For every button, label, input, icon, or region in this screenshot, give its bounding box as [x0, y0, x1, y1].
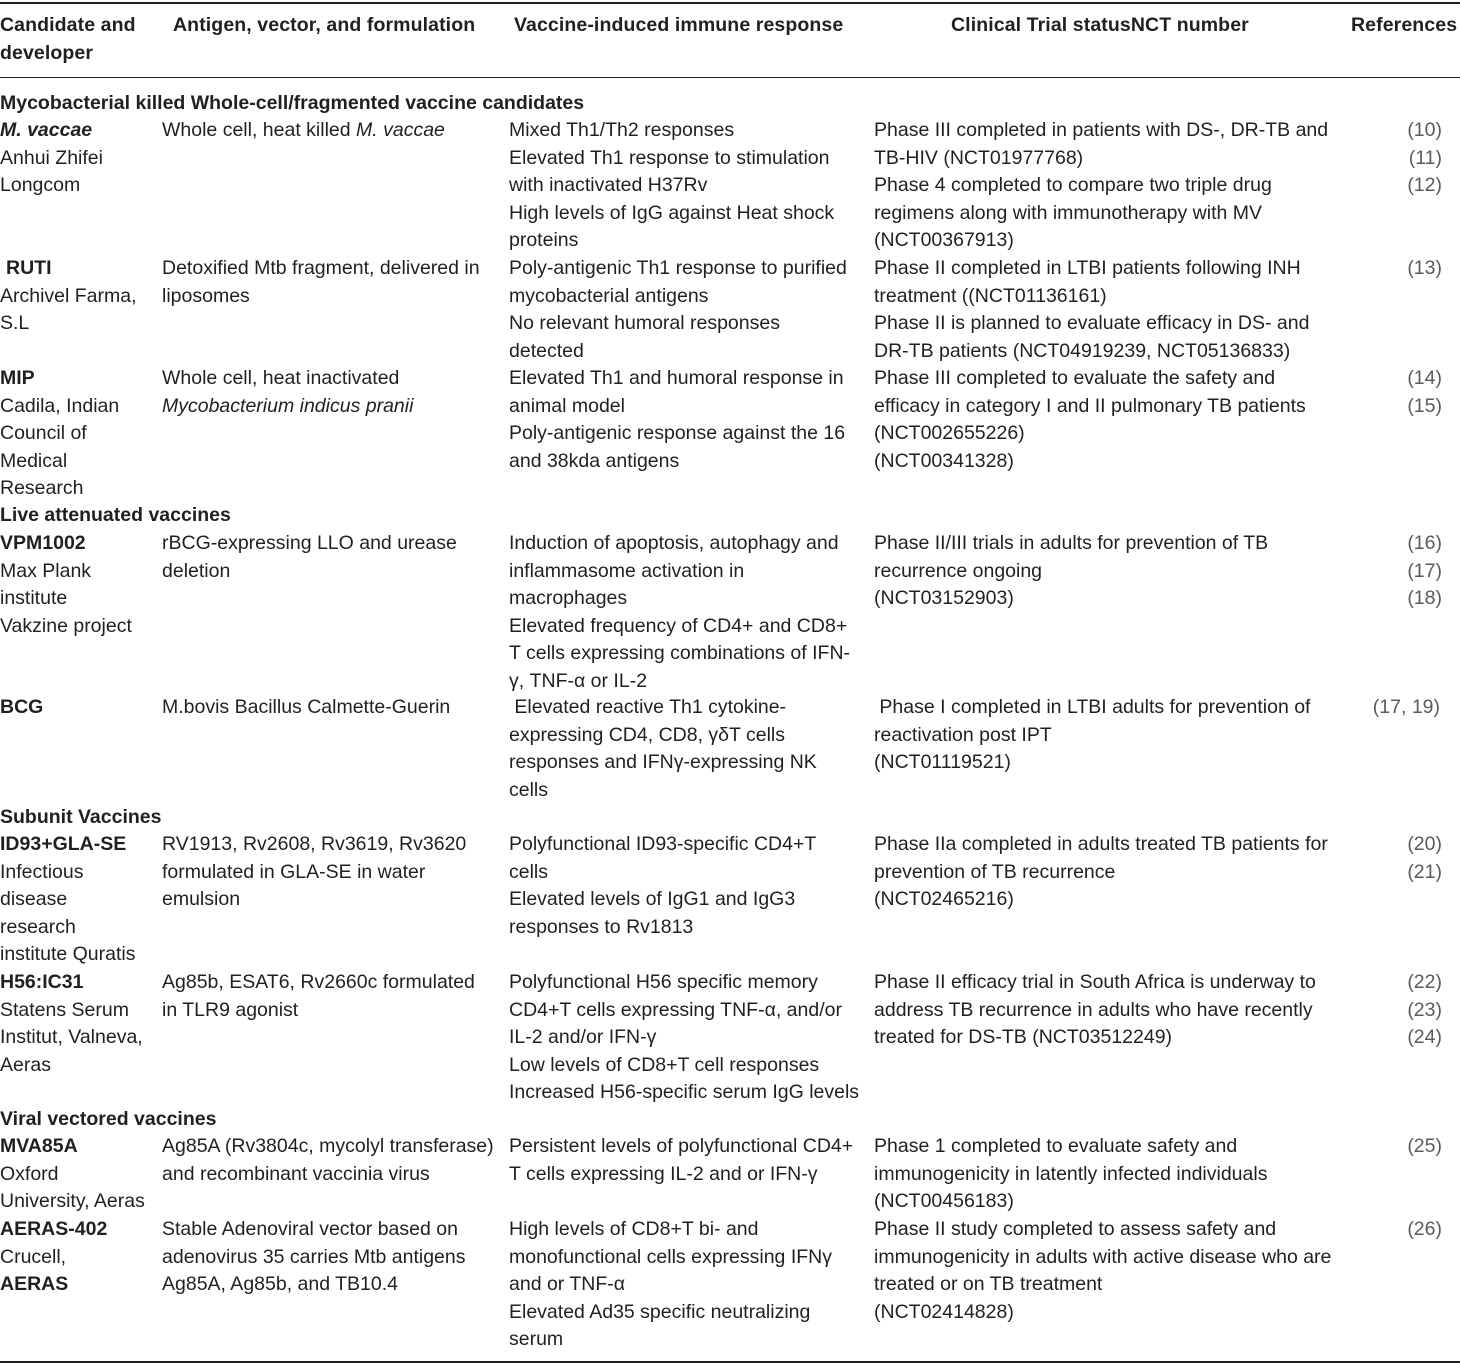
candidate-cell: VPM1002 Max Plank institute Vakzine project — [0, 532, 132, 637]
reference-link[interactable]: (26) — [1407, 1218, 1442, 1240]
references-cell — [1340, 831, 1458, 886]
antigen-cell: Ag85b, ESAT6, Rv2660c formulated in TLR9 agonist — [162, 971, 475, 1021]
antigen-cell: RV1913, Rv2608, Rv3619, Rv3620 formulated in GLA-SE in water emulsion — [162, 833, 467, 910]
reference-link[interactable]: (20) — [1407, 833, 1442, 855]
antigen-cell: Whole cell, heat killed M. vaccae — [162, 119, 445, 141]
references-cell — [1340, 255, 1458, 283]
candidate-cell: ID93+GLA-SE Infectious disease research institute Quratis — [0, 833, 136, 965]
response-cell: Elevated reactive Th1 cytokine- expressing CD4, CD8, γδT cells responses and IFNγ-expressing NK cells — [509, 696, 817, 801]
antigen-cell: Ag85A (Rv3804c, mycolyl transferase) and recombinant vaccinia virus — [162, 1135, 494, 1185]
references-cell — [1340, 969, 1458, 1052]
header-references: References — [1351, 14, 1458, 36]
reference-link[interactable]: (21) — [1407, 860, 1442, 883]
response-cell: Elevated Th1 and humoral response in animal model Poly-antigenic response against the 16 and 38kda antigens — [509, 367, 846, 472]
trial-cell: Phase III completed in patients with DS-, DR-TB and TB-HIV (NCT01977768) Phase 4 completed to compare two triple drug regimens along with immunotherapy with MV (NCT00367913) — [874, 119, 1329, 251]
candidate-cell: RUTI Archivel Farma, S.L — [0, 257, 137, 334]
response-cell: High levels of CD8+T bi- and monofunctional cells expressing IFNγ and or TNF-α Elevated Ad35 specific neutralizing serum — [509, 1218, 832, 1350]
references-cell — [1340, 365, 1458, 420]
references-cell — [1340, 1133, 1458, 1161]
section-heading: Subunit Vaccines — [0, 806, 162, 828]
reference-link[interactable]: (16) — [1407, 532, 1442, 554]
section-heading: Live attenuated vaccines — [0, 504, 231, 526]
reference-link[interactable]: (17) — [1407, 559, 1442, 582]
candidate-cell: BCG — [0, 696, 44, 718]
trial-cell: Phase 1 completed to evaluate safety and immunogenicity in latently infected individuals (NCT00456183) — [874, 1135, 1268, 1212]
response-cell: Poly-antigenic Th1 response to purified mycobacterial antigens No relevant humoral responses detected — [509, 257, 847, 362]
reference-link[interactable]: (10) — [1407, 119, 1442, 141]
antigen-cell: rBCG-expressing LLO and urease deletion — [162, 532, 457, 582]
candidate-cell: AERAS-402 Crucell, AERAS — [0, 1218, 108, 1295]
header-immune-response: Vaccine-induced immune response — [514, 14, 844, 36]
table-top-rule — [0, 2, 1460, 4]
trial-cell: Phase II/III trials in adults for prevention of TB recurrence ongoing (NCT03152903) — [874, 532, 1269, 609]
candidate-cell: M. vaccae Anhui Zhifei Longcom — [0, 119, 103, 196]
section-heading: Viral vectored vaccines — [0, 1108, 217, 1130]
response-cell: Persistent levels of polyfunctional CD4+ T cells expressing IL-2 and or IFN-γ — [509, 1135, 854, 1185]
header-antigen: Antigen, vector, and formulation — [173, 14, 476, 36]
header-clinical-trial: Clinical Trial statusNCT number — [951, 14, 1249, 36]
reference-link[interactable]: (14) — [1407, 367, 1442, 389]
reference-link[interactable]: (24) — [1407, 1026, 1442, 1048]
trial-cell: Phase II efficacy trial in South Africa is underway to address TB recurrence in adults who have recently treated for DS-TB (NCT03512249) — [874, 971, 1316, 1048]
references-cell — [1340, 117, 1458, 200]
antigen-cell: Stable Adenoviral vector based on adenovirus 35 carries Mtb antigens Ag85A, Ag85b, and TB10.4 — [162, 1218, 466, 1295]
reference-link[interactable]: (23) — [1407, 998, 1442, 1021]
header-candidate: Candidate and developer — [0, 14, 136, 64]
response-cell: Mixed Th1/Th2 responses Elevated Th1 response to stimulation with inactivated H37Rv High levels of IgG against Heat shock proteins — [509, 119, 835, 251]
reference-link[interactable]: (18) — [1407, 587, 1442, 609]
section-heading: Mycobacterial killed Whole-cell/fragmented vaccine candidates — [0, 92, 585, 114]
trial-cell: Phase II study completed to assess safety and immunogenicity in adults with active disease who are treated or on TB treatment (NCT02414828) — [874, 1218, 1332, 1323]
antigen-cell: Whole cell, heat inactivated Mycobacterium indicus pranii — [162, 367, 414, 417]
trial-cell: Phase IIa completed in adults treated TB patients for prevention of TB recurrence (NCT02465216) — [874, 833, 1328, 910]
trial-cell: Phase II completed in LTBI patients following INH treatment ((NCT01136161) Phase II is planned to evaluate efficacy in DS- and DR-TB patients (NCT04919239, NCT05136833) — [874, 257, 1310, 362]
reference-link[interactable]: (22) — [1407, 971, 1442, 993]
candidate-cell: H56:IC31 Statens Serum Institut, Valneva, Aeras — [0, 971, 143, 1076]
candidate-cell: MIP Cadila, Indian Council of Medical Research — [0, 367, 120, 499]
reference-link[interactable]: (17, 19) — [1372, 696, 1440, 718]
trial-cell: Phase I completed in LTBI adults for prevention of reactivation post IPT (NCT01119521) — [874, 696, 1311, 773]
response-cell: Polyfunctional H56 specific memory CD4+T cells expressing TNF-α, and/or IL-2 and/or IFN-γ Low levels of CD8+T cell responses Increased H56-specific serum IgG levels — [509, 971, 860, 1103]
reference-link[interactable]: (25) — [1407, 1135, 1442, 1157]
reference-link[interactable]: (13) — [1407, 257, 1442, 279]
references-cell — [1340, 1216, 1458, 1244]
references-cell — [1340, 530, 1458, 613]
references-cell — [1340, 694, 1458, 722]
reference-link[interactable]: (11) — [1408, 146, 1442, 169]
header-rule — [0, 77, 1460, 78]
trial-cell: Phase III completed to evaluate the safety and efficacy in category I and II pulmonary TB patients (NCT002655226) (NCT00341328) — [874, 367, 1306, 472]
response-cell: Polyfunctional ID93-specific CD4+T cells Elevated levels of IgG1 and IgG3 responses to Rv1813 — [509, 833, 817, 938]
antigen-cell: Detoxified Mtb fragment, delivered in liposomes — [162, 257, 480, 307]
reference-link[interactable]: (12) — [1407, 174, 1442, 196]
candidate-cell: MVA85A Oxford University, Aeras — [0, 1135, 145, 1212]
response-cell: Induction of apoptosis, autophagy and inflammasome activation in macrophages Elevated frequency of CD4+ and CD8+ T cells expressing combinations of IFN- γ, TNF-α or IL-2 — [509, 532, 851, 692]
reference-link[interactable]: (15) — [1407, 394, 1442, 417]
table-bottom-rule — [0, 1361, 1460, 1363]
antigen-cell: M.bovis Bacillus Calmette-Guerin — [162, 696, 451, 718]
